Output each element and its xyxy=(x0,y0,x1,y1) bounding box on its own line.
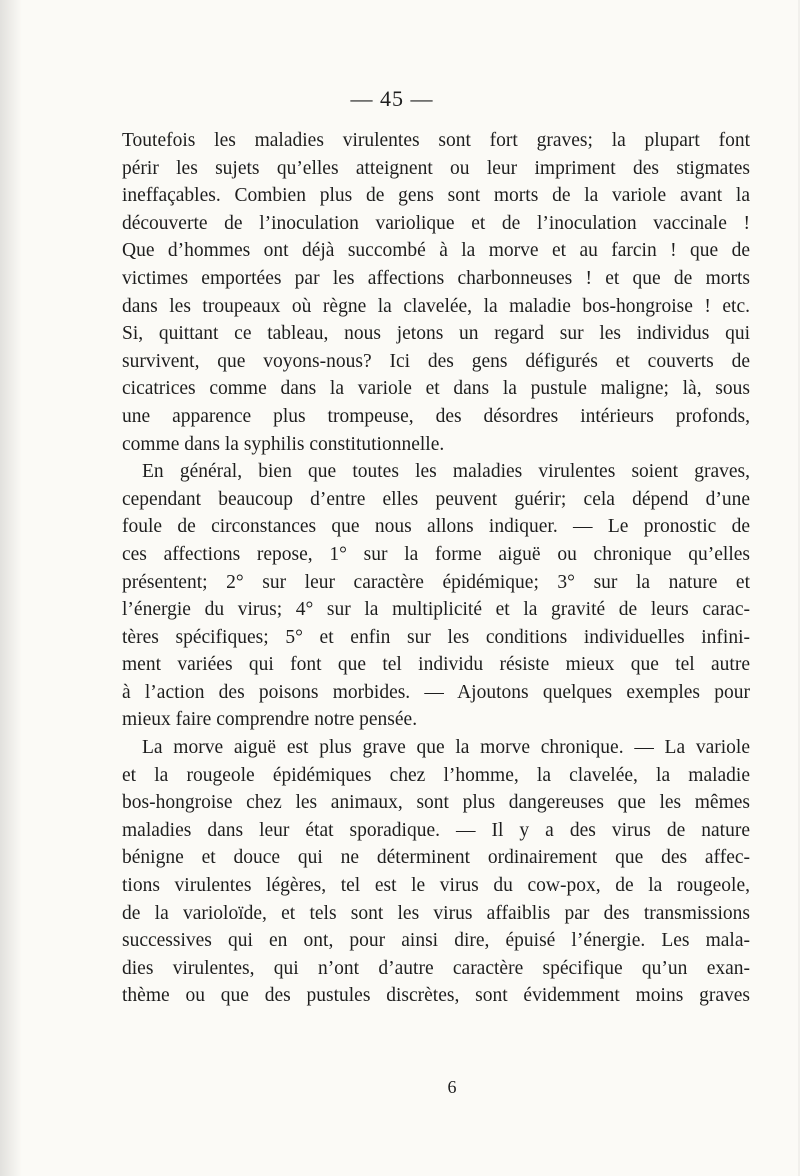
text-line: Que d’hommes ont déjà succombé à la morve et au farcin ! que de xyxy=(122,240,750,262)
text-line: maladies dans leur état sporadique. — Il y a des virus de nature xyxy=(122,819,750,841)
text-line: présentent; 2° sur leur caractère épidémique; 3° sur la nature et xyxy=(122,571,750,593)
text-line: Toutefois les maladies virulentes sont fort graves; la plupart font xyxy=(122,130,750,151)
text-line: tères spécifiques; 5° et enfin sur les conditions individuelles infini- xyxy=(122,626,750,648)
text-line: bos-hongroise chez les animaux, sont plus dangereuses que les mêmes xyxy=(122,792,750,814)
text-line: ineffaçables. Combien plus de gens sont morts de la variole avant la xyxy=(122,185,750,207)
signature-mark: 6 xyxy=(447,1077,457,1097)
text-line: La morve aiguë est plus grave que la morve chronique. — La variole xyxy=(142,737,750,759)
text-line: cicatrices comme dans la variole et dans la pustule maligne; là, sous xyxy=(122,378,750,400)
text-line: dans les troupeaux où règne la clavelée, la maladie bos-hongroise ! etc. xyxy=(122,295,750,317)
text-line: périr les sujets qu’elles atteignent ou leur impriment des stigmates xyxy=(122,157,750,179)
text-line: l’énergie du virus; 4° sur la multiplicité et la gravité de leurs carac- xyxy=(122,599,750,621)
text-line: tions virulentes légères, tel est le virus du cow-pox, de la rougeole, xyxy=(122,875,750,897)
text-line: dies virulentes, qui n’ont d’autre caractère spécifique qu’un exan- xyxy=(122,957,750,979)
text-line: ces affections repose, 1° sur la forme aiguë ou chronique qu’elles xyxy=(122,543,750,565)
text-line: bénigne et douce qui ne déterminent ordinairement que des affec- xyxy=(122,847,750,869)
text-line: et la rougeole épidémiques chez l’homme, la clavelée, la maladie xyxy=(122,764,750,786)
text-line: de la varioloïde, et tels sont les virus affaiblis par des transmissions xyxy=(122,902,750,924)
text-line: ment variées qui font que tel individu résiste mieux que tel autre xyxy=(122,654,750,676)
text-line: une apparence plus trompeuse, des désordres intérieurs profonds, xyxy=(122,405,750,427)
text-line: foule de circonstances que nous allons indiquer. — Le pronostic de xyxy=(122,516,750,538)
text-line: à l’action des poisons morbides. — Ajoutons quelques exemples pour xyxy=(122,681,750,703)
text-line: découverte de l’inoculation variolique et de l’inoculation vaccinale ! xyxy=(122,212,750,234)
text-line: mieux faire comprendre notre pensée. xyxy=(122,709,418,731)
text-line: En général, bien que toutes les maladies virulentes soient graves, xyxy=(142,461,750,483)
page-fold-shadow xyxy=(0,0,22,1176)
page-number: — 45 — xyxy=(350,86,434,111)
body-text xyxy=(122,127,750,1010)
text-line: Si, quittant ce tableau, nous jetons un regard sur les individus qui xyxy=(122,323,750,345)
text-line: survivent, que voyons-nous? Ici des gens défigurés et couverts de xyxy=(122,350,750,372)
text-line: victimes emportées par les affections charbonneuses ! et que de morts xyxy=(122,267,750,289)
text-line: comme dans la syphilis constitutionnelle. xyxy=(122,433,445,455)
text-line: cependant beaucoup d’entre elles peuvent guérir; cela dépend d’une xyxy=(122,488,750,510)
text-line: thème ou que des pustules discrètes, sont évidemment moins graves xyxy=(122,985,750,1007)
text-line: successives qui en ont, pour ainsi dire, épuisé l’énergie. Les mala- xyxy=(122,930,750,952)
